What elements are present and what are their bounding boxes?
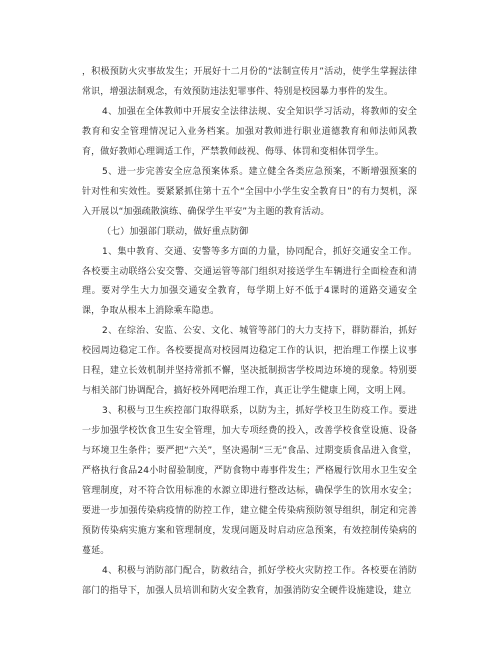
- paragraph-fire-prevention: 4、积极与消防部门配合，防救结合，抓好学校火灾防控工作。各校要在消防部门的指导下，加强人员培训和防火安全教育，加强消防安全硬件设施建设，建立: [82, 565, 417, 596]
- section-heading-departmental-coordination: （七）加强部门联动，做好重点防御: [102, 226, 249, 237]
- document-body: [82, 63, 417, 602]
- paragraph-traffic-safety: 1、集中教育、交通、安警等多方面的力量，协同配合，抓好交通安全工作。各校要主动联络公安交警、交通运管等部门组织对接送学生车辆进行全面检查和清理。要对学生大力加强交通安全教育，每学期上好不低于4课时的道路交通安全课，争取从根本上消除乘车隐患。: [82, 246, 417, 317]
- paragraph-campus-surroundings: 2、在综治、安监、公安、文化、城管等部门的大力支持下，群防群治，抓好校园周边稳定工作。各校要提高对校园周边稳定工作的认识，把治理工作摆上议事日程，建立长效机制并坚持常抓不懈，坚决抵制损害学校周边环境的现象。特别要与相关部门协调配合，搞好校外网吧治理工作，真正让学生健康上网，文明上网。: [82, 326, 417, 397]
- paragraph-emergency-plans: 5、进一步完善安全应急预案体系。建立健全各类应急预案，不断增强预案的针对性和实效性。要紧紧抓住第十五个“全国中小学生安全教育日”的有力契机，深入开展以“加强疏散演练、确保学生平安”为主题的教育活动。: [82, 166, 417, 217]
- paragraph-continuation: ，积极预防火灾事故发生；开展好十二月份的“法制宣传月”活动，使学生掌握法律常识，增强法制观念，有效预防违法犯罪事件、特别是校园暴力事件的发生。: [82, 67, 417, 97]
- paragraph-teacher-safety-education: 4、加强在全体教师中开展安全法律法规、安全知识学习活动，将教师的安全教育和安全管理情况记入业务档案。加强对教师进行职业道德教育和师法师风教育，做好教师心理调适工作，严禁教师歧视、侮辱、体罚和变相体罚学生。: [82, 106, 417, 157]
- paragraph-health-epidemic-prevention: 3、积极与卫生疾控部门取得联系，以防为主，抓好学校卫生防疫工作。要进一步加强学校饮食卫生安全管理，加大专项经费的投入，改善学校食堂设施、设备与环境卫生条件；要严把“六关”，坚决遏制“三无”食品、过期变质食品进入食堂，严格执行食品24小时留验制度，严防食物中毒事件发生；严格履行饮用水卫生安全管理制度，对不符合饮用标准的水源立即进行整改达标，确保学生的饮用水安全；要进一步加强传染病疫情的防控工作，建立健全传染病预防领导组织，制定和完善预防传染病实施方案和管理制度，发现问题及时启动应急预案，有效控制传染病的蔓延。: [82, 406, 417, 556]
